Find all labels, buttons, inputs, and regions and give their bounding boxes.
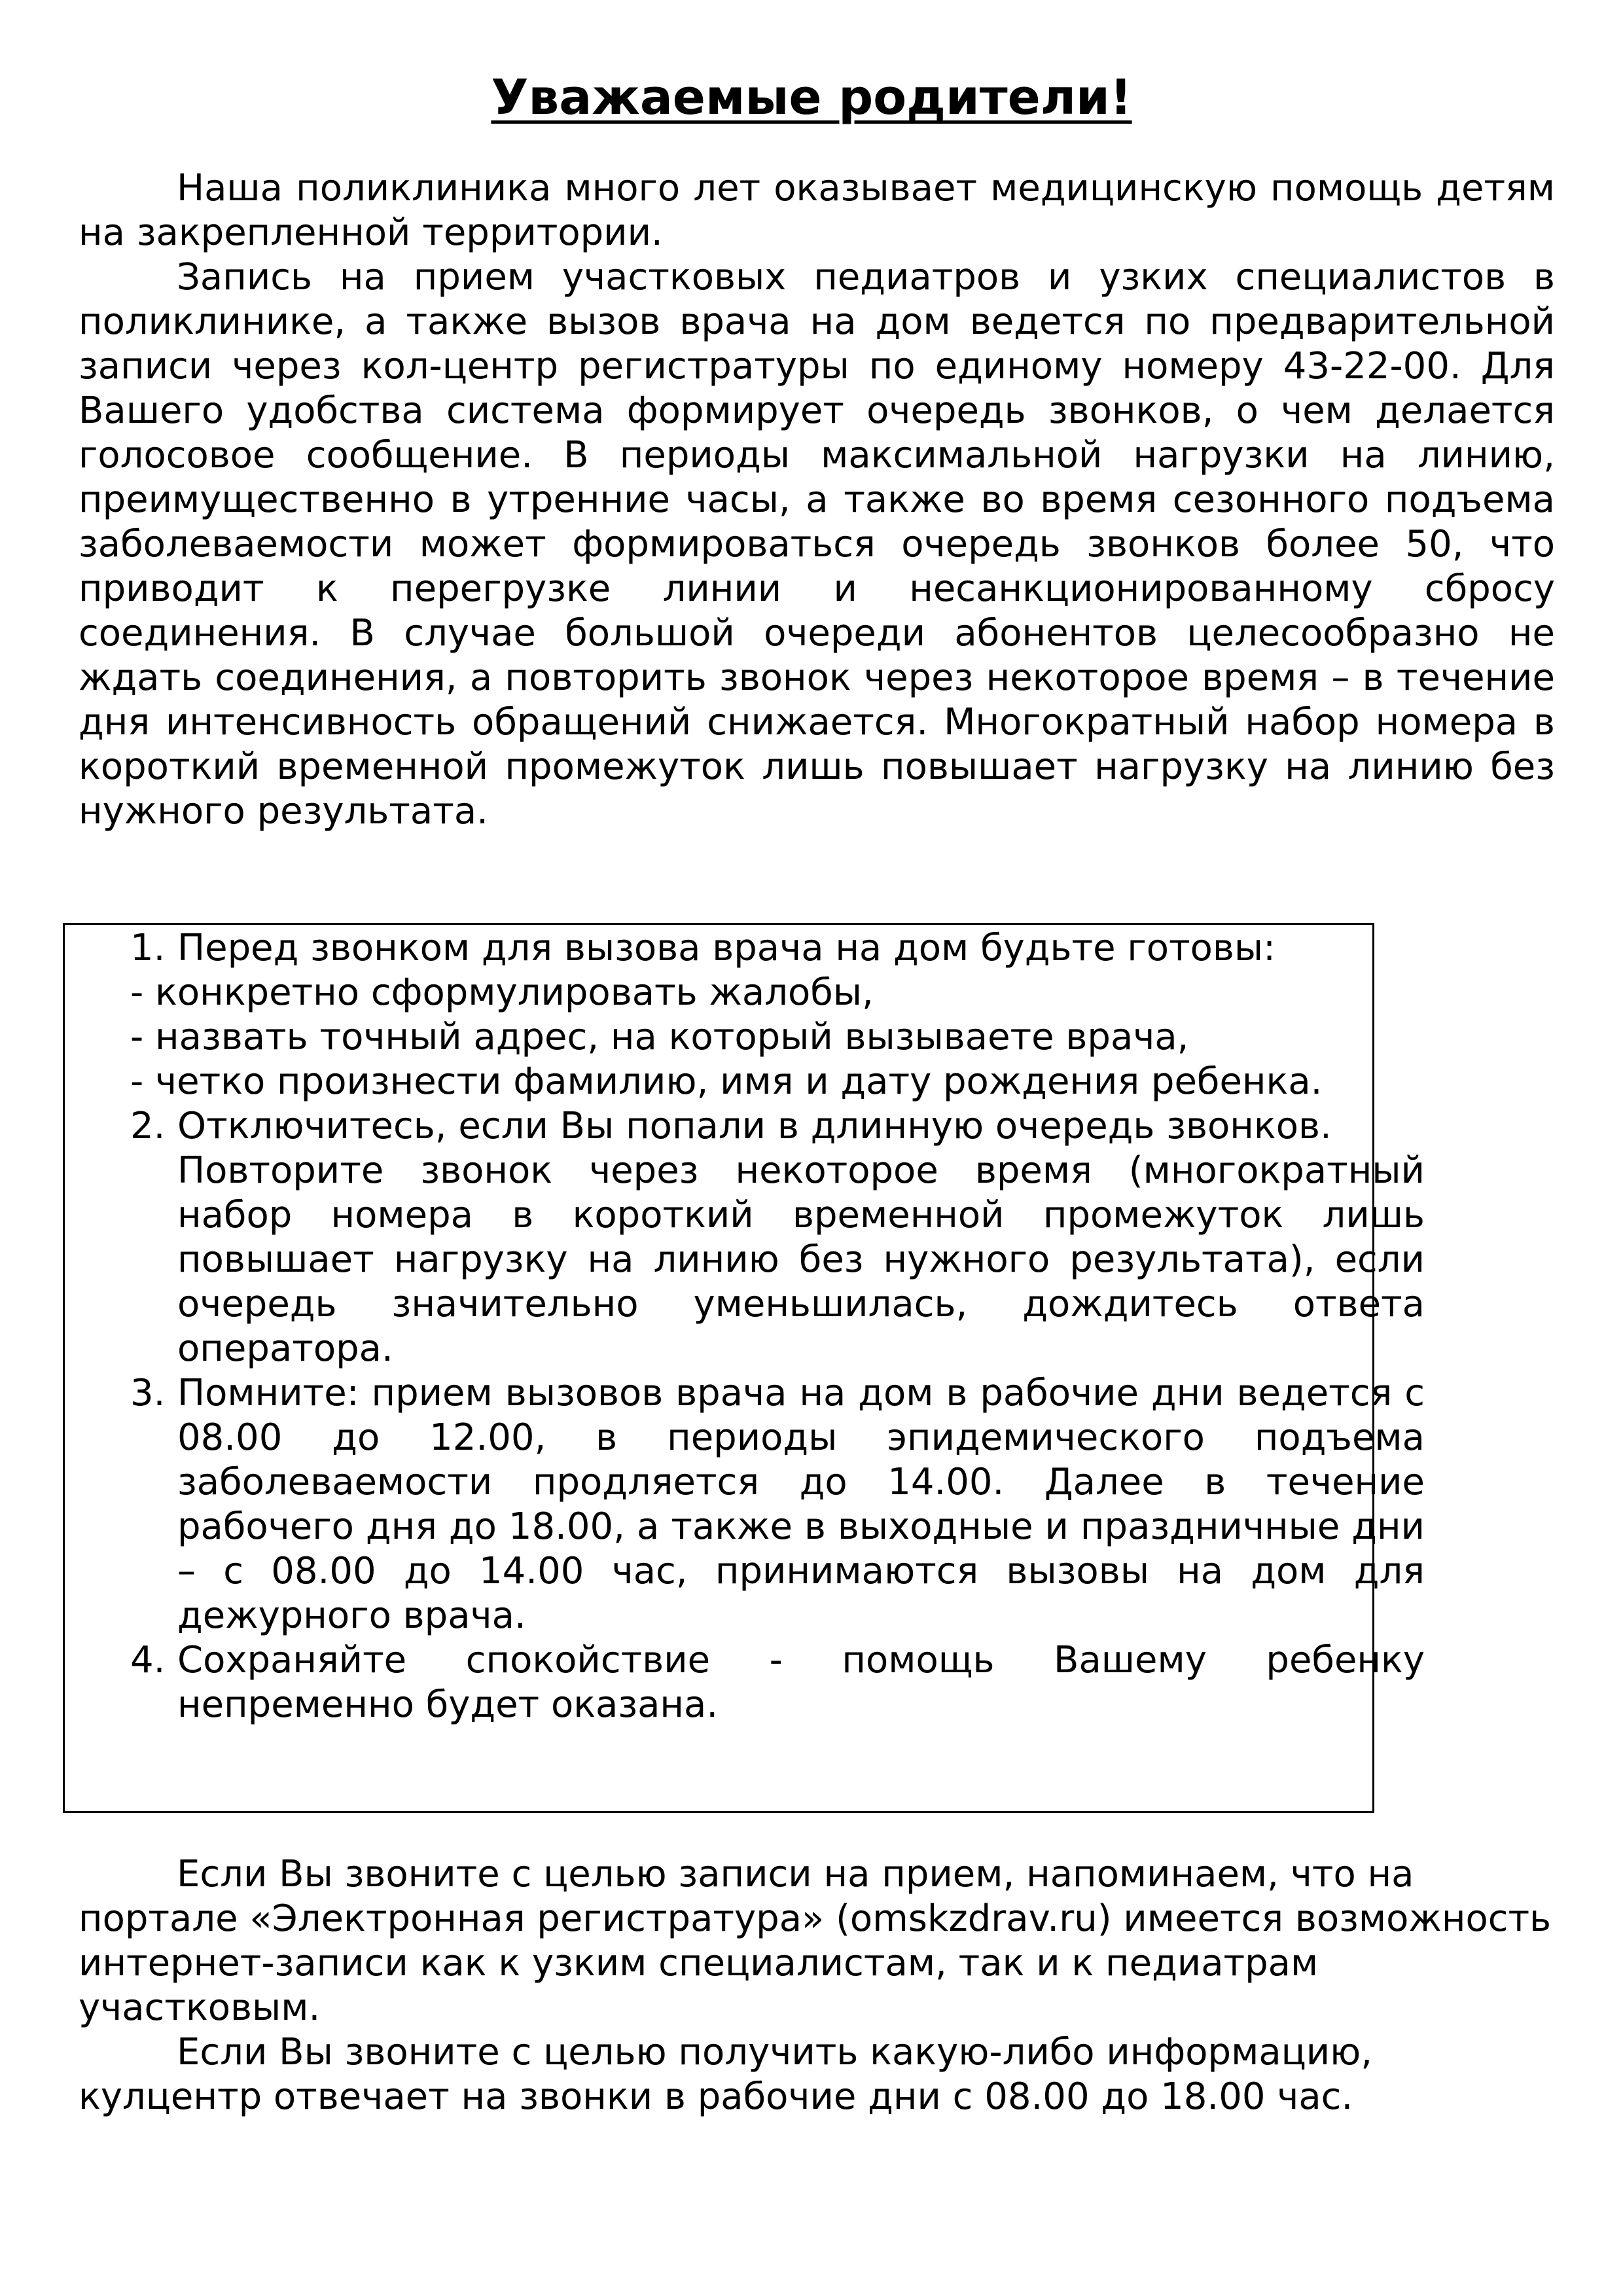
list-item-3 <box>130 1371 1425 1638</box>
main-paragraph: Запись на прием участковых педиатров и узких специалистов в поликлинике, а также вызов врача на дом ведется по предварительной записи через кол-центр регистратуры по единому номеру 43-22-00. Для Вашего удобства система формирует очередь звонков, о чем делается голосовое сообщение. В периоды максимальной нагрузки на линию, преимущественно в утренние часы, а также во время сезонного подъема заболеваемости может формироваться очередь звонков более 50, что приводит к перегрузке линии и несанкционированному сбросу соединения. В случае большой очереди абонентов целесообразно не ждать соединения, а повторить звонок через некоторое время – в течение дня интенсивность обращений снижается. Многократный набор номера в короткий временной промежуток лишь повышает нагрузку на линию без нужного результата. <box>79 256 1555 833</box>
dash-line-address: - назвать точный адрес, на который вызываете врача, <box>130 1016 1189 1058</box>
instructions-box <box>63 923 1425 1813</box>
page-title: Уважаемые родители! <box>491 69 1132 126</box>
list-item-text: Перед звонком для вызова врача на дом будьте готовы: <box>177 927 1276 969</box>
dash-line-complaints: - конкретно сформулировать жалобы, <box>130 971 874 1014</box>
list-item-text: Отключитесь, если Вы попали в длинную очередь звонков. <box>177 1105 1332 1147</box>
intro-paragraph: Наша поликлиника много лет оказывает медицинскую помощь детям на закрепленной территории. <box>79 167 1555 254</box>
list-item-number: 3. <box>130 1372 166 1414</box>
portal-paragraph: Если Вы звоните с целью записи на прием, напоминаем, что на портале «Электронная регистратура» (omskzdrav.ru) имеется возможность интернет-записи как к узким специалистам, так и к педиатрам участковым. <box>79 1853 1552 2029</box>
list-item-1 <box>130 926 1425 971</box>
list-item-4 <box>130 1638 1425 1727</box>
dash-line-name: - четко произнести фамилию, имя и дату рождения ребенка. <box>130 1060 1323 1103</box>
instructions-list <box>130 926 1425 1727</box>
list-item-text: Помните: прием вызовов врача на дом в рабочие дни ведется с 08.00 до 12.00, в периоды эпидемического подъема заболеваемости продляется до 14.00. Далее в течение рабочего дня до 18.00, а также в выходные и праздничные дни – с 08.00 до 14.00 час, принимаются вызовы на дом для дежурного врача. <box>177 1372 1425 1637</box>
list-item-2 <box>130 1104 1425 1371</box>
info-paragraph: Если Вы звоните с целью получить какую-либо информацию, кулцентр отвечает на звонки в рабочие дни с 08.00 до 18.00 час. <box>79 2031 1373 2118</box>
list-item-number: 4. <box>130 1639 166 1681</box>
list-item-continuation: Повторите звонок через некоторое время (многократный набор номера в короткий временной промежуток лишь повышает нагрузку на линию без нужного результата), если очередь значительно уменьшилась, дождитесь ответа оператора. <box>177 1149 1425 1370</box>
list-item-text: Сохраняйте спокойствие - помощь Вашему ребенку непременно будет оказана. <box>177 1639 1425 1726</box>
list-item-number: 1. <box>130 927 166 969</box>
list-item-number: 2. <box>130 1105 166 1147</box>
